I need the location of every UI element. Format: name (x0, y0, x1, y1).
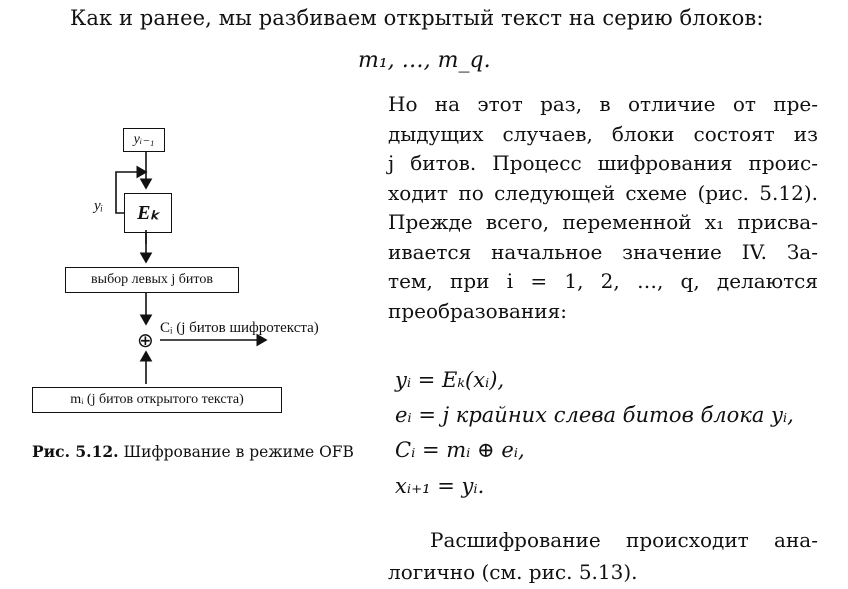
paragraph-line: Но на этот раз, в отличие от пре- (388, 92, 818, 116)
select-bits-box: выбор левых j битов (65, 267, 239, 293)
final-line: Расшифрование происходит ана- (430, 528, 818, 552)
ciphertext-output-label: Cᵢ (j битов шифротекста) (160, 320, 319, 336)
paragraph-line: Прежде всего, переменной x₁ присва- (388, 210, 818, 234)
paragraph-line: преобразования: (388, 298, 567, 323)
feedback-label: yᵢ (94, 198, 104, 214)
equation-x: xᵢ₊₁ = yᵢ. (395, 474, 485, 498)
paragraph-line: дыдущих случаев, блоки состоят из (388, 121, 818, 146)
final-line: логично (см. рис. 5.13). (388, 560, 638, 584)
xor-symbol: ⊕ (137, 330, 154, 352)
intro-text: Как и ранее, мы разбиваем открытый текст на серию блоков: (70, 6, 764, 30)
prev-output-box: yᵢ₋₁ (123, 128, 165, 152)
figure-caption (32, 442, 362, 462)
block-sequence: m₁, …, m_q. (358, 48, 491, 73)
paragraph-line: ходит по следующей схеме (рис. 5.12). (388, 180, 818, 205)
paragraph-line: ивается начальное значение IV. За- (388, 239, 818, 264)
caption-text: Шифрование в режиме OFB (123, 443, 354, 461)
paragraph-line: j битов. Процесс шифрования проис- (388, 151, 818, 175)
equation-y: yᵢ = Eₖ(xᵢ), (395, 368, 505, 392)
equation-e: eᵢ = j крайних слева битов блока yᵢ, (395, 403, 794, 427)
caption-label: Рис. 5.12. (32, 442, 119, 461)
equation-c: Cᵢ = mᵢ ⊕ eᵢ, (395, 438, 525, 462)
encrypt-box: Eₖ (124, 193, 172, 233)
paragraph-line: тем, при i = 1, 2, …, q, делаются (388, 269, 818, 293)
plaintext-input-box: mᵢ (j битов открытого текста) (32, 387, 282, 413)
